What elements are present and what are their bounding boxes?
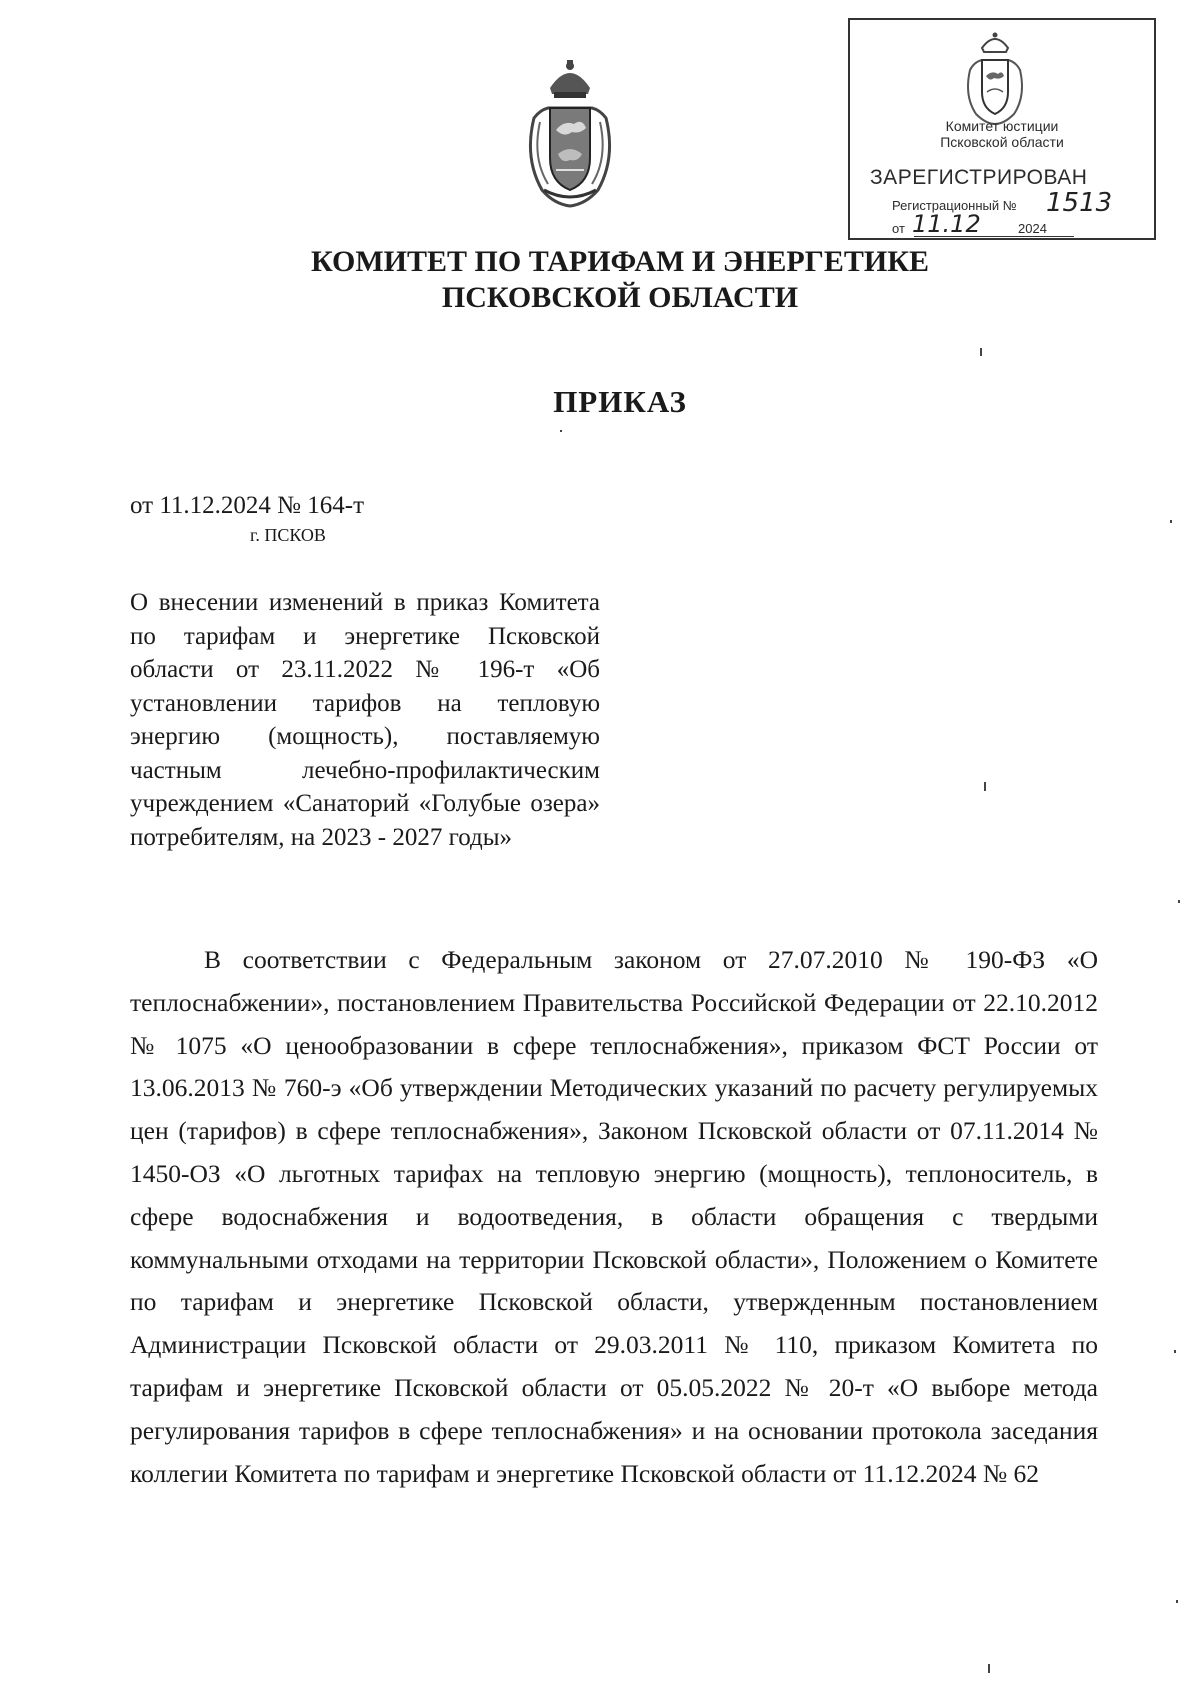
stamp-org-line2: Псковской области: [940, 134, 1064, 150]
stamp-reg-label: Регистрационный №: [892, 198, 1017, 213]
document-kind-title: ПРИКАЗ: [553, 384, 687, 419]
scan-speck: [980, 348, 982, 356]
registration-stamp: [848, 18, 1156, 240]
coat-of-arms-emblem: [520, 58, 620, 208]
scan-speck: [988, 1664, 990, 1673]
scan-speck: [1170, 520, 1172, 523]
stamp-reg-number: 1513: [1046, 188, 1113, 218]
stamp-status: ЗАРЕГИСТРИРОВАН: [870, 166, 1088, 189]
stamp-coat-of-arms-icon: [960, 30, 1030, 126]
org-title-line1: КОМИТЕТ ПО ТАРИФАМ И ЭНЕРГЕТИКЕ: [311, 245, 929, 278]
document-city: г. ПСКОВ: [250, 525, 326, 545]
stamp-year: 2024: [1018, 221, 1047, 236]
document-body-paragraph: В соответствии с Федеральным законом от 27.07.2010 № 190-ФЗ «О теплоснабжении», постановлением Правительства Российской Федерации от 22.10.2012 № 1075 «О ценообразовании в сфере теплоснабжения», приказом ФСТ России от 13.06.2013 № 760-э «Об утверждении Методических указаний по расчету регулируемых цен (тарифов) в сфере теплоснабжения», Законом Псковской области от 07.11.2014 № 1450-ОЗ «О льготных тарифах на тепловую энергию (мощность), теплоноситель, в сфере водоснабжения и водоотведения, в области обращения с твердыми коммунальными отходами на территории Псковской области», Положением о Комитете по тарифам и энергетике Псковской области, утвержденным постановлением Администрации Псковской области от 29.03.2011 № 110, приказом Комитета по тарифам и энергетике Псковской области от 05.05.2022 № 20-т «О выборе метода регулирования тарифов в сфере теплоснабжения» и на основании протокола заседания коллегии Комитета по тарифам и энергетике Псковской области от 11.12.2024 № 62: [130, 945, 1098, 1488]
scan-speck: [560, 430, 562, 432]
stamp-date-underline: [914, 236, 1074, 237]
scan-speck: [1176, 1600, 1178, 1603]
document-date-number: от 11.12.2024 № 164-т: [130, 492, 365, 519]
org-title-line2: ПСКОВСКОЙ ОБЛАСТИ: [441, 281, 799, 314]
scan-speck: [1178, 900, 1180, 903]
stamp-date-handwritten: 11.12: [912, 210, 981, 238]
document-subject: О внесении изменений в приказ Комитета по тарифам и энергетике Псковской области от 23.11.2022 № 196-т «Об установлении тарифов на тепловую энергию (мощность), поставляемую частным лечебно-профилактическим учреждением «Санаторий «Голубые озера» потребителям, на 2023 - 2027 годы»: [130, 589, 600, 851]
stamp-date-prefix: от: [892, 221, 905, 236]
scan-speck: [984, 782, 986, 791]
scan-speck: [1174, 1350, 1176, 1353]
stamp-org-line1: Комитет юстиции: [945, 118, 1059, 134]
